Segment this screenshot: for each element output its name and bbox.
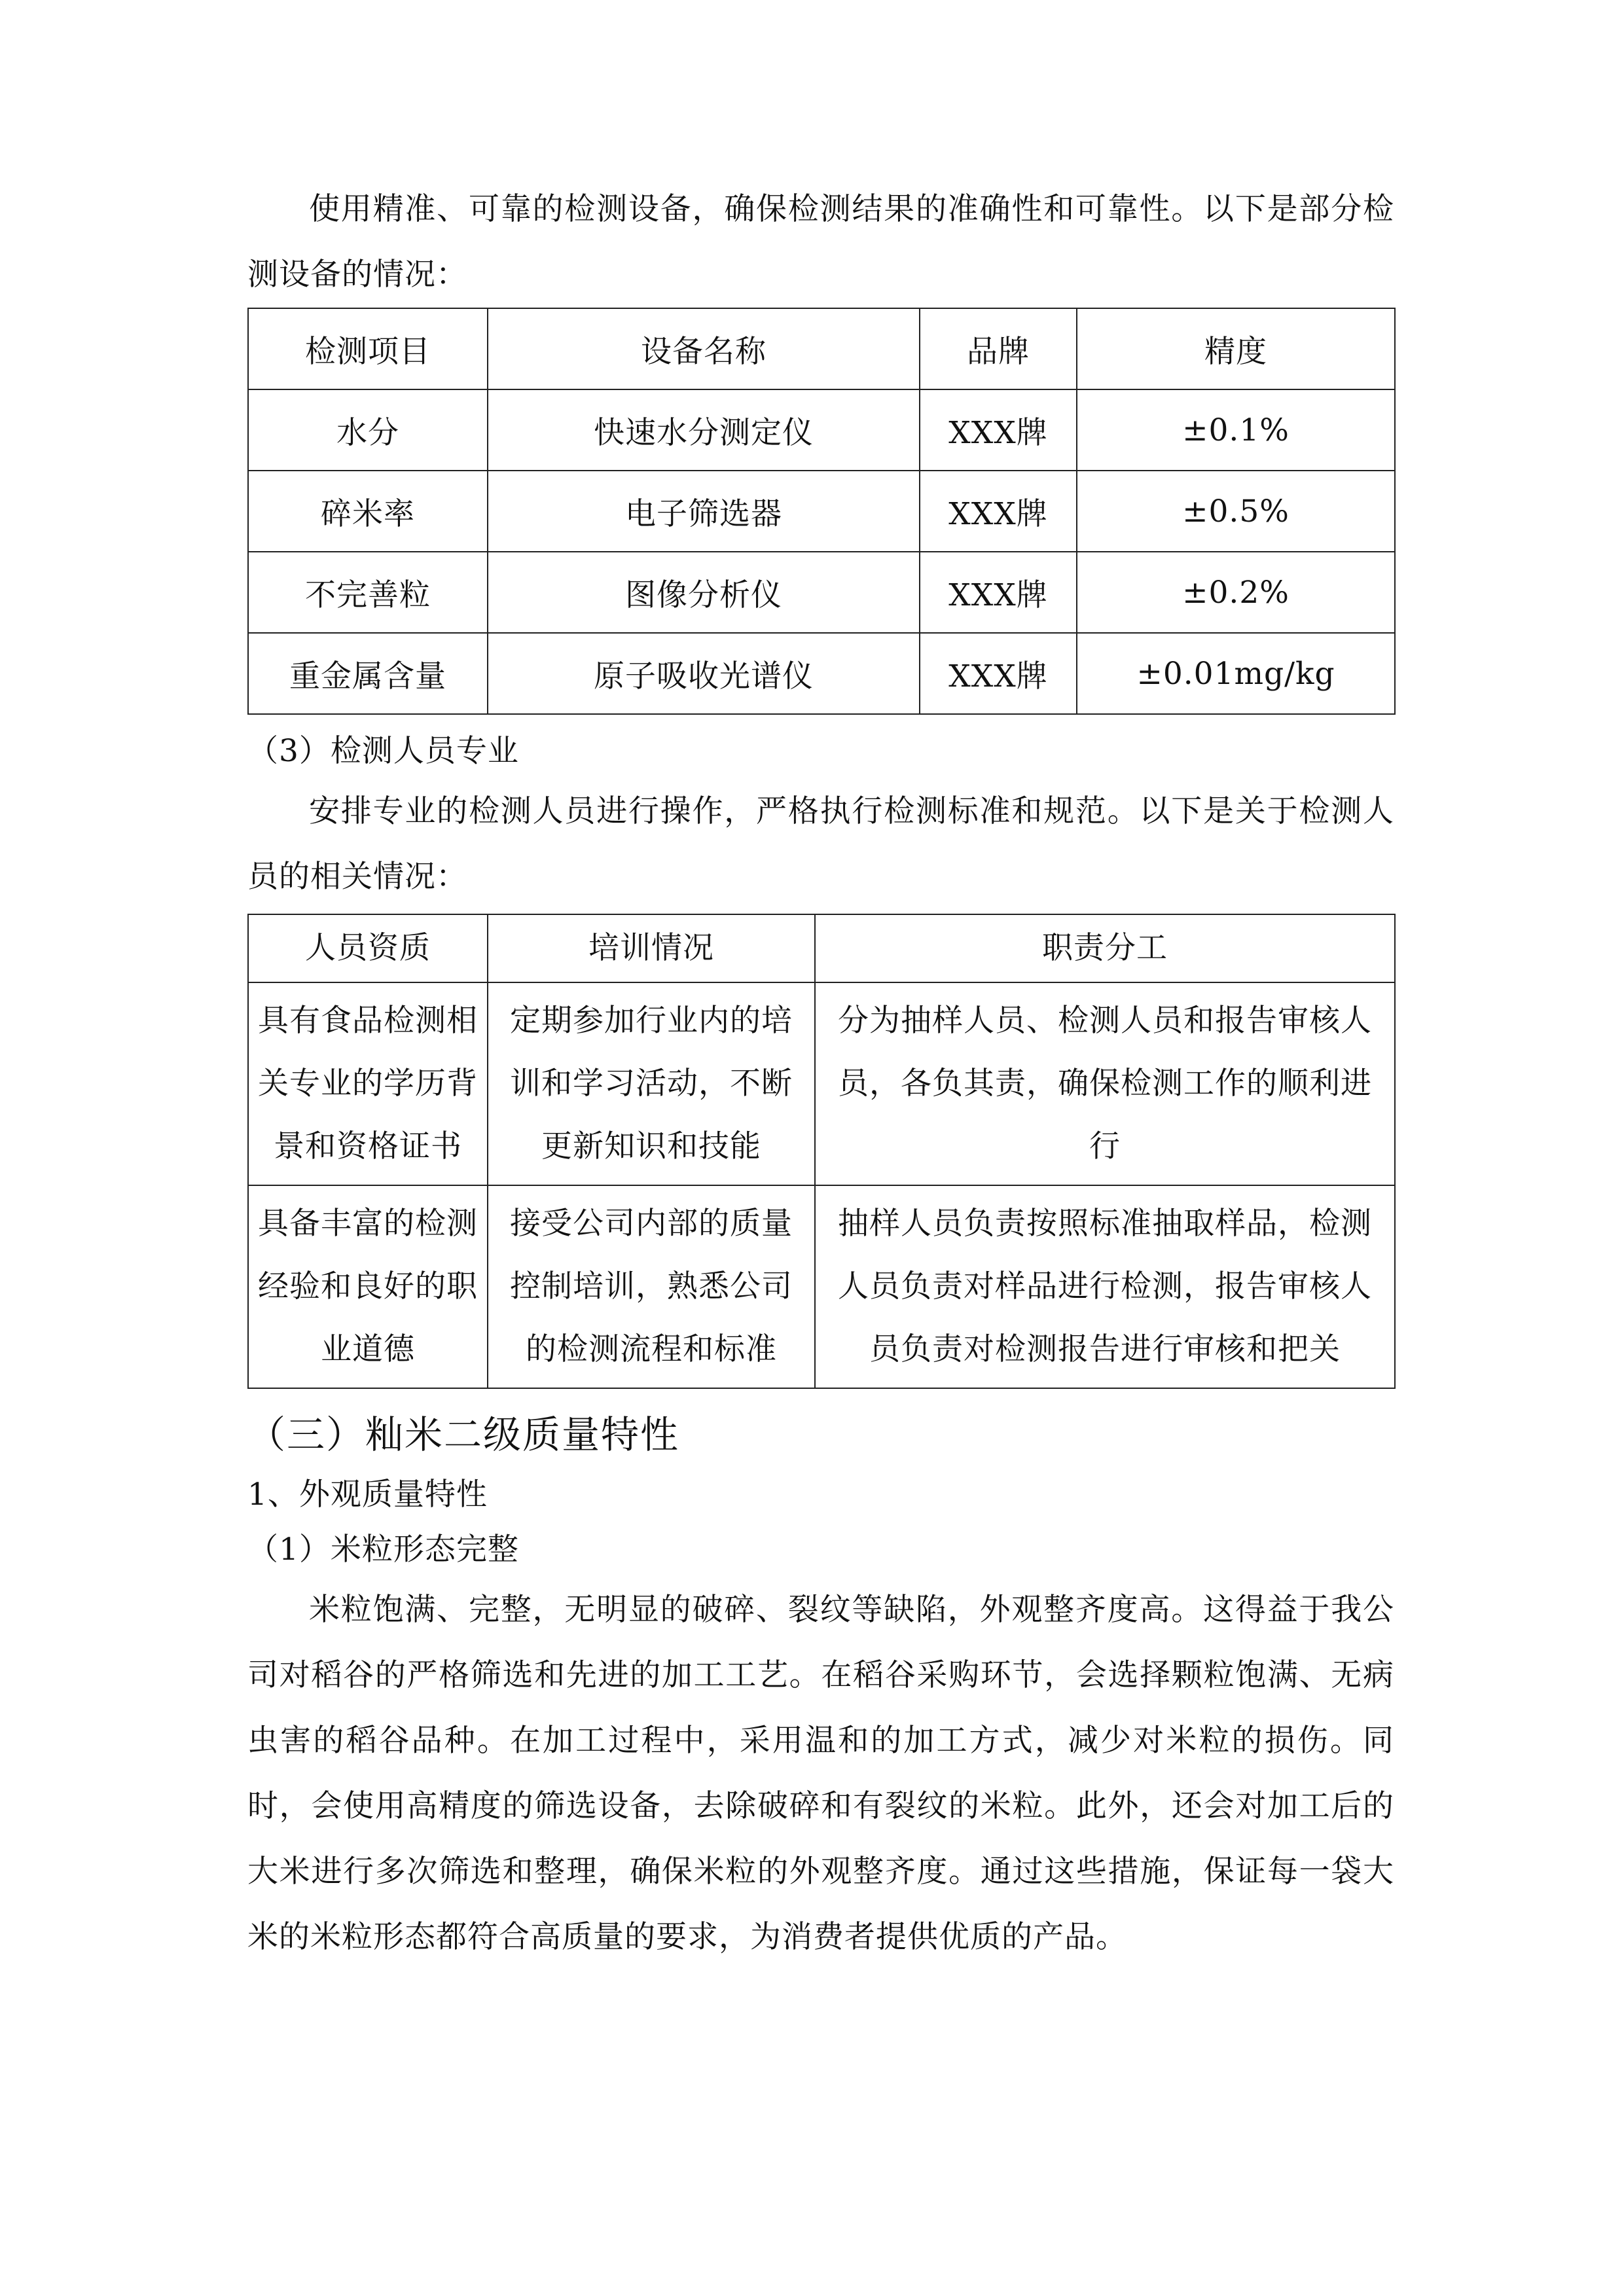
- table-cell: 重金属含量: [248, 633, 488, 714]
- table-cell: XXX牌: [920, 633, 1077, 714]
- subsection-label: （1）米粒形态完整: [247, 1532, 519, 1568]
- table-header-cell: 精度: [1077, 308, 1395, 389]
- table-cell: 快速水分测定仪: [488, 389, 920, 471]
- table-cell: 具备丰富的检测经验和良好的职业道德: [248, 1185, 488, 1388]
- equipment-table: [247, 308, 1396, 715]
- table-row: [248, 552, 1395, 633]
- table-cell: 具有食品检测相关专业的学历背景和资格证书: [248, 982, 488, 1185]
- subsection-paragraph: 米粒饱满、完整，无明显的破碎、裂纹等缺陷，外观整齐度高。这得益于我公司对稻谷的严格筛选和先进的加工工艺。在稻谷采购环节，会选择颗粒饱满、无病虫害的稻谷品种。在加工过程中，采用温和的加工方式，减少对米粒的损伤。同时，会使用高精度的筛选设备，去除破碎和有裂纹的米粒。此外，还会对加工后的大米进行多次筛选和整理，确保米粒的外观整齐度。通过这些措施，保证每一袋大米的米粒形态都符合高质量的要求，为消费者提供优质的产品。: [247, 1592, 1394, 1955]
- section-heading: （三）籼米二级质量特性: [247, 1412, 680, 1457]
- table-header-cell: 培训情况: [488, 914, 815, 982]
- table-header-row: [248, 308, 1395, 389]
- table-cell: ±0.1%: [1077, 389, 1395, 471]
- table-header-cell: 检测项目: [248, 308, 488, 389]
- table-header-row: [248, 914, 1395, 982]
- table-cell: 分为抽样人员、检测人员和报告审核人员，各负其责，确保检测工作的顺利进行: [815, 982, 1395, 1185]
- table-cell: 抽样人员负责按照标准抽取样品，检测人员负责对样品进行检测，报告审核人员负责对检测报告进行审核和把关: [815, 1185, 1395, 1388]
- table-cell: ±0.2%: [1077, 552, 1395, 633]
- section-paragraph: 安排专业的检测人员进行操作，严格执行检测标准和规范。以下是关于检测人员的相关情况：: [247, 793, 1394, 895]
- table-cell: 不完善粒: [248, 552, 488, 633]
- table-cell: XXX牌: [920, 471, 1077, 552]
- table-cell: ±0.01mg/kg: [1077, 633, 1395, 714]
- subheading: 1、外观质量特性: [247, 1477, 488, 1513]
- table-cell: 接受公司内部的质量控制培训，熟悉公司的检测流程和标准: [488, 1185, 815, 1388]
- table-row: [248, 471, 1395, 552]
- table-header-cell: 品牌: [920, 308, 1077, 389]
- table-header-cell: 人员资质: [248, 914, 488, 982]
- table-row: [248, 982, 1395, 1185]
- table-row: [248, 389, 1395, 471]
- section-label: （3）检测人员专业: [247, 733, 519, 769]
- staff-table: [247, 914, 1396, 1389]
- intro-paragraph: 使用精准、可靠的检测设备，确保检测结果的准确性和可靠性。以下是部分检测设备的情况：: [247, 191, 1394, 293]
- table-cell: 定期参加行业内的培训和学习活动，不断更新知识和技能: [488, 982, 815, 1185]
- table-row: [248, 1185, 1395, 1388]
- table-header-cell: 职责分工: [815, 914, 1395, 982]
- document-page: [247, 177, 1394, 1970]
- table-cell: 原子吸收光谱仪: [488, 633, 920, 714]
- table-cell: 碎米率: [248, 471, 488, 552]
- table-cell: 水分: [248, 389, 488, 471]
- table-cell: XXX牌: [920, 552, 1077, 633]
- table-header-cell: 设备名称: [488, 308, 920, 389]
- table-cell: 图像分析仪: [488, 552, 920, 633]
- table-row: [248, 633, 1395, 714]
- table-cell: ±0.5%: [1077, 471, 1395, 552]
- table-cell: 电子筛选器: [488, 471, 920, 552]
- table-cell: XXX牌: [920, 389, 1077, 471]
